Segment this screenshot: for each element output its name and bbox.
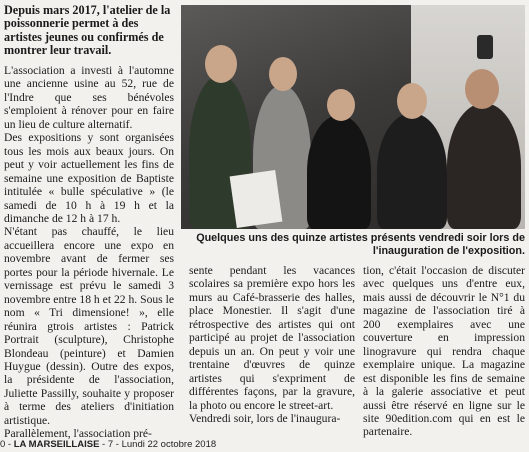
footer-prefix: 0 - bbox=[0, 439, 14, 450]
photo-caption: Quelques uns des quinze artistes présents vendredi soir lors de l'inauguration de l'exposition. bbox=[196, 232, 525, 257]
paragraph: tion, c'était l'occasion de discuter avec quelques uns d'entre eux, mais aussi de découvrir le N°1 du magazine de l'association tiré à 200 exemplaires avec une couverture en impression linogravure qui rendra chaque exemplaire unique. La magazine est disponible les fins de semaine à la galerie associative et peut aussi être réservé en ligne sur le site 90edition.com qui en est le partenaire. bbox=[363, 264, 525, 439]
person-head bbox=[327, 89, 355, 121]
person-head bbox=[397, 83, 427, 119]
paragraph: Vendredi soir, lors de l'inaugura- bbox=[189, 411, 341, 425]
article-column-2 bbox=[189, 264, 355, 425]
article-column-1 bbox=[4, 64, 174, 441]
person-head bbox=[205, 45, 237, 83]
person-head bbox=[465, 69, 499, 109]
paragraph: sente pendant les vacances scolaires sa première expo hors les murs au Café-brasserie des halles, place Monestier. Il s'agit d'une rétrospective des artistes qui ont participé au projet de l'association depuis un an. On peut y voir une trentaine d'œuvres de quinze artistes qui s'expriment de différentes façons, par la gravure, la photo ou encore le street-art. bbox=[189, 264, 355, 412]
page-footer bbox=[0, 438, 529, 452]
paragraph: L'association a investi à l'automne une ancienne usine au 52, rue de l'Indre que ses bénévoles s'emploient à rénover pour en faire un lieu de culture alternatif. bbox=[4, 64, 174, 131]
article-column-3 bbox=[363, 264, 525, 439]
wall-lamp bbox=[477, 35, 493, 59]
paragraph: N'étant pas chauffé, le lieu accueillera encore une expo en novembre avant de fermer ses portes pour la période hivernale. Le vernissage est prévu le samedi 3 novembre entre 18 h et 22 h. Sous le nom « Tri dimensione! », elle réunira gtrois artistes : Patrick Portrait (sculpture), Christophe Blondeau (peinture) et Damien Huygue (dessin). Outre des expos, la présidente de l'association, Juliette Passilly, souhaite y proposer à terme des ateliers d'initiation artistique. bbox=[4, 225, 174, 427]
person-head bbox=[269, 57, 297, 91]
paragraph: Parallèlement, l'association pré- bbox=[4, 427, 152, 441]
paragraph: Des expositions y sont organisées tous les mois aux beaux jours. On peut y voir actuellement les fins de semaine une exposition de Baptiste intitulée « bulle spéculative » (le samedi de 10 h à 19 h et la dimanche de 12 h à 17 h. bbox=[4, 131, 174, 225]
article-photo bbox=[181, 5, 525, 229]
person bbox=[377, 113, 447, 229]
person bbox=[307, 115, 371, 229]
publication-name: LA MARSEILLAISE bbox=[13, 439, 100, 450]
footer-separator: - 7 - bbox=[99, 439, 122, 450]
publication-date: Lundi 22 octobre 2018 bbox=[121, 439, 217, 450]
person bbox=[447, 103, 521, 229]
magazine-poster bbox=[230, 170, 283, 228]
article-lead: Depuis mars 2017, l'atelier de la poissonnerie permet à des artistes jeunes ou confirmés de montrer leur travail. bbox=[4, 3, 171, 58]
